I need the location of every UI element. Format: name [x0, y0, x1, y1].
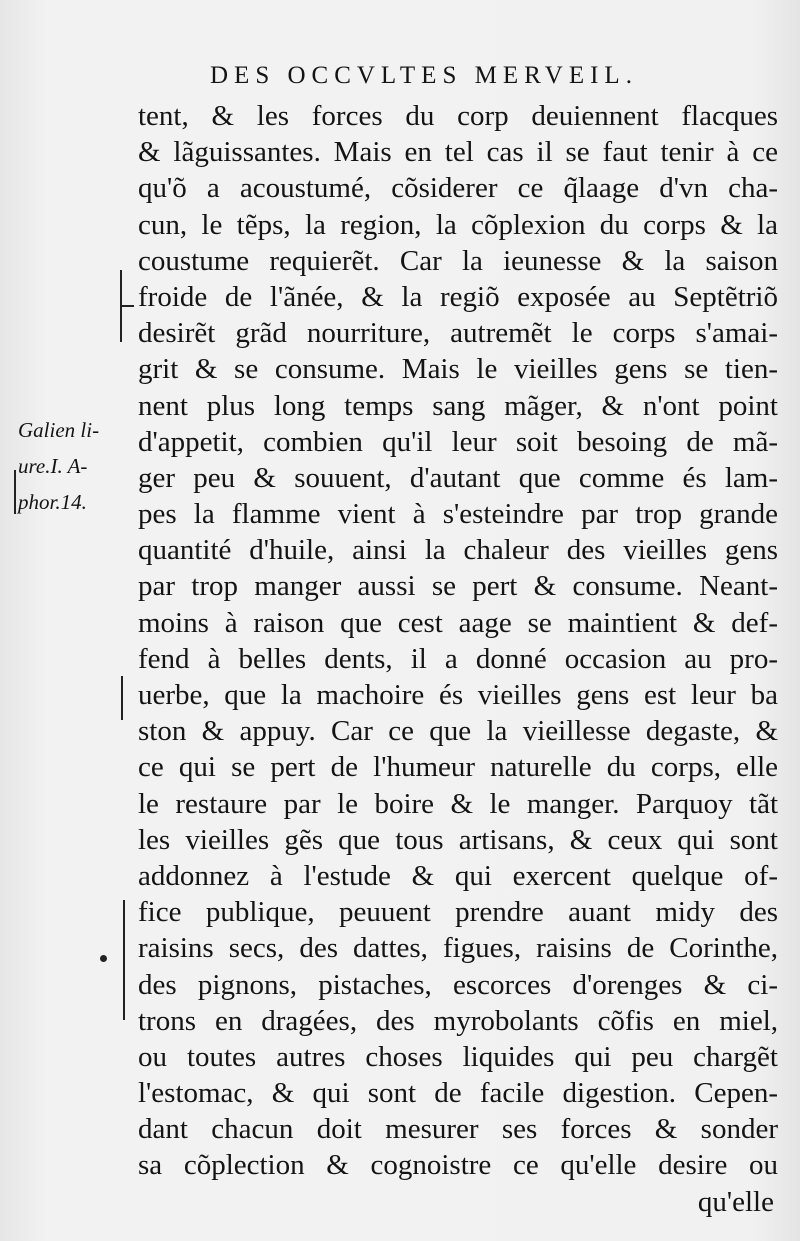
text-line: addonnez à l'estude & qui exercent quelque of-	[138, 859, 778, 892]
text-line: fend à belles dents, il a donné occasion au pro-	[138, 642, 778, 675]
text-line: ce qui se pert de l'humeur naturelle du corps, elle	[138, 751, 778, 784]
margin-note-line: ure.I. A-	[18, 454, 88, 478]
running-head: DES OCCVLTES MERVEIL.	[210, 62, 638, 89]
text-line: trons en dragées, des myrobolants cõfis en miel,	[138, 1004, 778, 1037]
text-line: grit & se consume. Mais le vieilles gens se tien-	[138, 353, 778, 386]
text-line: qu'õ a acoustumé, cõsiderer ce q̃laage d'vn cha-	[138, 172, 778, 205]
text-line: cun, le tẽps, la region, la cõplexion du corps & la	[138, 208, 778, 241]
margin-dot	[100, 955, 107, 962]
text-line: froide de l'ãnée, & la regiõ exposée au Septẽtriõ	[138, 280, 778, 313]
text-line: tent, & les forces du corp deuiennent flacques	[138, 100, 778, 132]
margin-bracket	[121, 676, 123, 720]
text-line: coustume requierẽt. Car la ieunesse & la saison	[138, 244, 778, 277]
text-line: pes la flamme vient à s'esteindre par trop grande	[138, 498, 778, 531]
text-line: sa cõplection & cognoistre ce qu'elle desire ou	[138, 1149, 778, 1182]
text-line: raisins secs, des dattes, figues, raisins de Corinthe,	[138, 932, 778, 965]
margin-note-line: Galien li-	[18, 418, 100, 442]
text-line: ou toutes autres choses liquides qui peu chargẽt	[138, 1040, 778, 1073]
body-text	[138, 98, 778, 1220]
text-line: ston & appuy. Car ce que la vieillesse degaste, &	[138, 715, 778, 748]
text-line: le restaure par le boire & le manger. Parquoy tãt	[138, 787, 778, 820]
text-line: quantité d'huile, ainsi la chaleur des vieilles gens	[138, 534, 778, 567]
margin-note	[18, 412, 133, 520]
text-line: & lãguissantes. Mais en tel cas il se faut tenir à ce	[138, 136, 778, 169]
margin-bracket-tick	[120, 305, 134, 307]
text-line: d'appetit, combien qu'il leur soit besoing de mã-	[138, 425, 778, 458]
text-line: moins à raison que cest aage se maintient & def-	[138, 606, 778, 639]
text-line: l'estomac, & qui sont de facile digestion. Cepen-	[138, 1077, 778, 1110]
margin-bracket	[14, 470, 16, 514]
text-line: nent plus long temps sang mãger, & n'ont point	[138, 389, 778, 422]
text-line: dant chacun doit mesurer ses forces & sonder	[138, 1113, 778, 1146]
text-line: desirẽt grãd nourriture, autremẽt le corps s'amai-	[138, 317, 778, 350]
margin-note-line: phor.14.	[18, 490, 87, 514]
catchword: qu'elle	[697, 1185, 774, 1218]
text-line: les vieilles gẽs que tous artisans, & ceux qui sont	[138, 823, 778, 856]
text-line: ger peu & souuent, d'autant que comme és lam-	[138, 461, 778, 494]
text-line: uerbe, que la machoire és vieilles gens est leur ba	[138, 679, 778, 711]
text-line: des pignons, pistaches, escorces d'orenges & ci-	[138, 968, 778, 1001]
text-line: fice publique, peuuent prendre auant midy des	[138, 896, 778, 929]
margin-bracket	[123, 900, 125, 1020]
text-line: par trop manger aussi se pert & consume. Neant-	[138, 570, 778, 603]
